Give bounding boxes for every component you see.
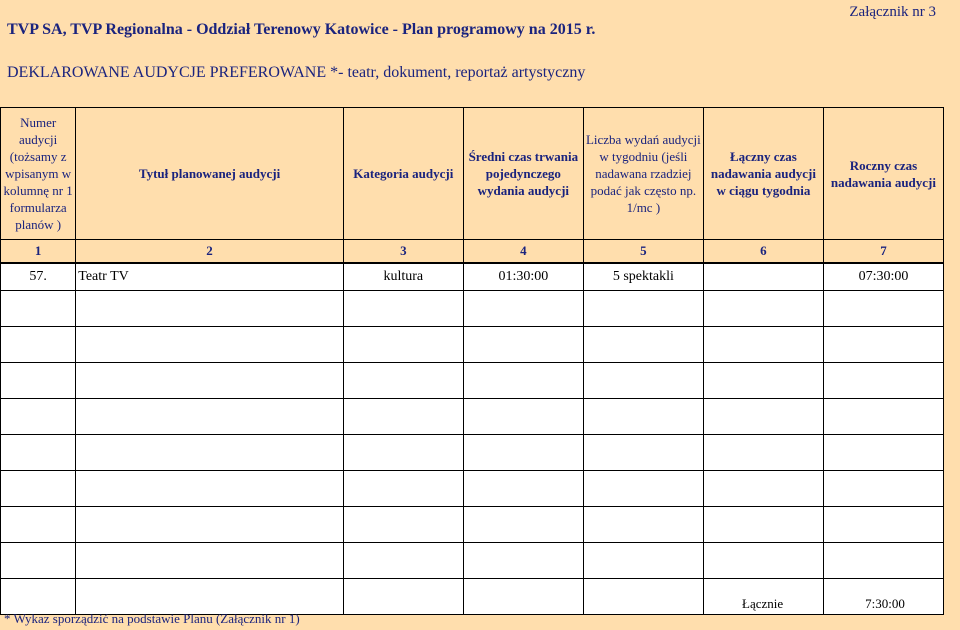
empty-cell[interactable] [1,471,76,507]
col-number: 7 [823,240,943,264]
table-row [1,263,944,291]
empty-cell[interactable] [463,543,583,579]
empty-cell[interactable] [823,327,943,363]
col-header-weekly-count: Liczba wydań audycji w tygodniu (jeśli nadawana rzadziej podać jak często np. 1/mc ) [583,108,703,240]
cell-avg-duration[interactable]: 01:30:00 [463,263,583,291]
empty-cell[interactable] [823,543,943,579]
empty-cell[interactable] [823,471,943,507]
col-number: 4 [463,240,583,264]
cell-weekly-count[interactable]: 5 spektakli [583,263,703,291]
empty-table-row [1,579,944,615]
empty-table-row [1,291,944,327]
empty-cell[interactable] [76,543,344,579]
col-number: 3 [343,240,463,264]
col-header-number-text: Numer audycji (tożsamy z wpisanym w kolumnę nr 1 formularza planów ) [3,115,73,232]
empty-cell[interactable] [463,327,583,363]
empty-cell[interactable] [1,363,76,399]
empty-cell[interactable] [76,291,344,327]
empty-cell[interactable] [343,507,463,543]
col-number: 5 [583,240,703,264]
empty-table-row [1,471,944,507]
empty-cell[interactable] [343,399,463,435]
empty-cell[interactable] [583,327,703,363]
empty-cell[interactable] [343,435,463,471]
empty-cell[interactable] [583,399,703,435]
empty-cell[interactable] [823,363,943,399]
col-number: 1 [1,240,76,264]
document-title: TVP SA, TVP Regionalna - Oddział Terenowy Katowice - Plan programowy na 2015 r. [7,21,596,38]
empty-cell[interactable] [1,579,76,615]
empty-table-row [1,507,944,543]
empty-cell[interactable] [76,327,344,363]
empty-cell[interactable] [703,471,823,507]
empty-cell[interactable] [583,579,703,615]
cell-number[interactable]: 57. [1,263,76,291]
empty-cell[interactable] [76,507,344,543]
empty-cell[interactable] [343,543,463,579]
empty-table-row [1,327,944,363]
empty-cell[interactable] [76,363,344,399]
empty-cell[interactable] [1,543,76,579]
empty-cell[interactable] [823,435,943,471]
empty-rows [1,291,944,615]
empty-cell[interactable] [343,327,463,363]
empty-cell[interactable] [76,399,344,435]
empty-cell[interactable] [76,471,344,507]
empty-cell[interactable] [1,399,76,435]
empty-cell[interactable] [463,471,583,507]
document-subtitle: DEKLAROWANE AUDYCJE PREFEROWANE *- teatr, dokument, reportaż artystyczny [7,64,586,81]
col-number: 2 [76,240,344,264]
total-label: Łącznie [742,596,784,611]
empty-cell[interactable] [703,291,823,327]
cell-weekly-total[interactable] [703,263,823,291]
empty-cell[interactable] [343,363,463,399]
empty-cell[interactable] [463,291,583,327]
empty-cell[interactable] [463,579,583,615]
cell-category[interactable]: kultura [343,263,463,291]
empty-cell[interactable] [463,435,583,471]
col-number: 6 [703,240,823,264]
col-header-category: Kategoria audycji [343,108,463,240]
col-header-weekly-total: Łączny czas nadawania audycji w ciągu tygodnia [703,108,823,240]
empty-table-row [1,399,944,435]
empty-cell[interactable] [703,507,823,543]
footnote: * Wykaz sporządzić na podstawie Planu (Załącznik nr 1) [4,611,300,626]
empty-cell[interactable] [583,435,703,471]
empty-cell[interactable] [343,291,463,327]
col-header-yearly-total: Roczny czas nadawania audycji [823,108,943,240]
empty-cell[interactable] [343,579,463,615]
empty-cell[interactable] [1,291,76,327]
empty-cell[interactable] [343,471,463,507]
empty-cell[interactable] [703,543,823,579]
empty-table-row [1,543,944,579]
empty-cell[interactable] [703,399,823,435]
col-header-title: Tytuł planowanej audycji [76,108,344,240]
empty-cell[interactable] [823,399,943,435]
empty-table-row [1,435,944,471]
cell-title[interactable]: Teatr TV [76,263,344,291]
empty-table-row [1,363,944,399]
column-number-row [1,240,944,264]
empty-cell[interactable] [703,327,823,363]
empty-cell[interactable] [583,471,703,507]
empty-cell[interactable] [76,579,344,615]
empty-cell[interactable] [1,507,76,543]
empty-cell[interactable] [1,435,76,471]
empty-cell[interactable] [463,507,583,543]
empty-cell[interactable] [463,399,583,435]
total-value: 7:30:00 [865,596,905,611]
col-header-number [1,108,76,240]
empty-cell[interactable] [463,363,583,399]
empty-cell[interactable] [583,363,703,399]
programme-table [0,107,944,615]
empty-cell[interactable] [823,507,943,543]
empty-cell[interactable] [583,291,703,327]
empty-cell[interactable] [703,363,823,399]
col-header-avg-duration: Średni czas trwania pojedynczego wydania audycji [463,108,583,240]
empty-cell[interactable] [703,435,823,471]
cell-yearly-total[interactable]: 07:30:00 [823,263,943,291]
empty-cell[interactable] [76,435,344,471]
empty-cell[interactable] [583,543,703,579]
empty-cell[interactable] [823,291,943,327]
empty-cell[interactable] [583,507,703,543]
empty-cell[interactable] [1,327,76,363]
annex-label: Załącznik nr 3 [849,4,936,20]
header-row [1,108,944,240]
